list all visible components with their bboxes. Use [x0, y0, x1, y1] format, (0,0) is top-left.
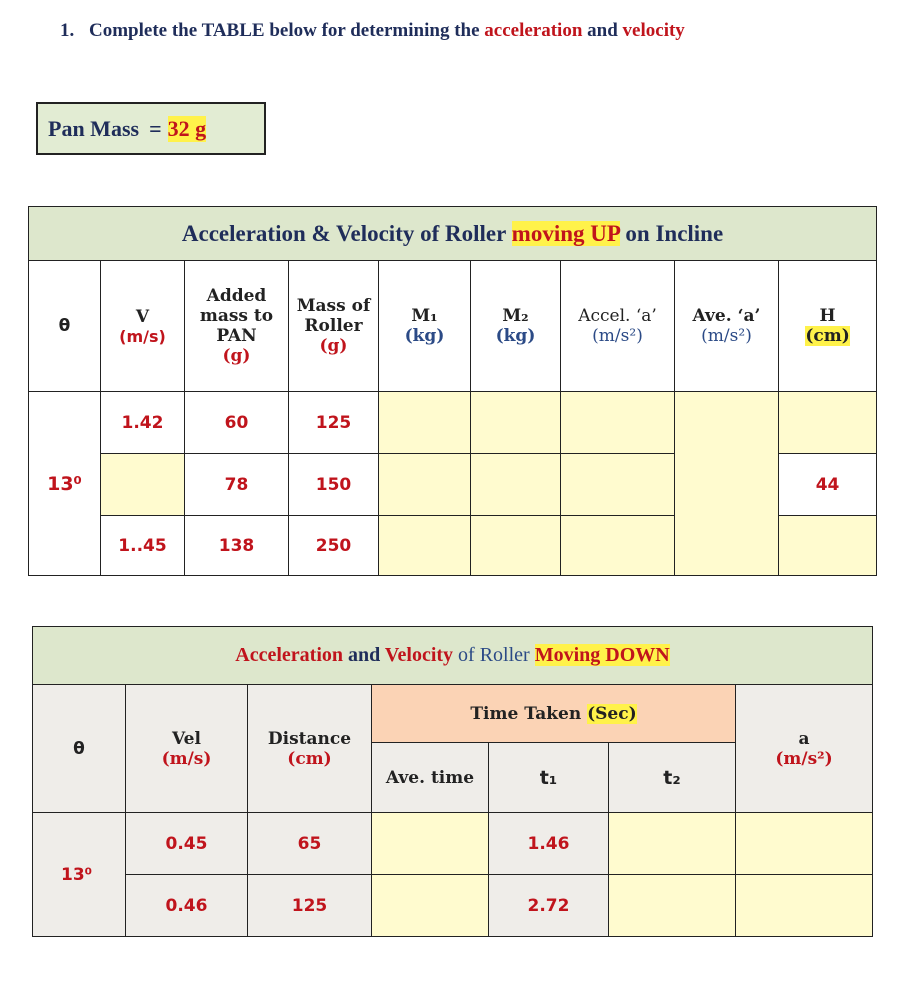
up-m1-cell[interactable]: [379, 516, 471, 576]
t1-header: t₁: [489, 743, 609, 813]
up-table-title: [29, 207, 877, 261]
pan-mass-label: Pan Mass: [48, 115, 140, 141]
down-vel-cell: 0.46: [126, 875, 248, 937]
up-h-cell[interactable]: [779, 516, 877, 576]
vel-header: Vel (m/s): [126, 685, 248, 813]
up-h-cell: 44: [779, 454, 877, 516]
down-title-acceleration: Acceleration: [235, 644, 344, 666]
up-accel-cell[interactable]: [561, 392, 675, 454]
up-title-highlight: moving UP: [511, 220, 620, 246]
up-added-cell: 78: [185, 454, 289, 516]
time-taken-header: Time Taken (Sec): [372, 685, 736, 743]
down-title-of: of Roller: [458, 644, 530, 666]
down-theta-header: θ: [33, 685, 126, 813]
t2-header: t₂: [609, 743, 736, 813]
down-t2-cell[interactable]: [609, 813, 736, 875]
up-added-cell: 138: [185, 516, 289, 576]
a-header: a (m/s²): [736, 685, 873, 813]
down-a-cell[interactable]: [736, 875, 873, 937]
up-accel-cell[interactable]: [561, 454, 675, 516]
accel-header: Accel. ‘a’ (m/s²): [561, 261, 675, 392]
up-v-cell[interactable]: 1..45: [101, 516, 185, 576]
up-added-cell: 60: [185, 392, 289, 454]
up-title-post: on Incline: [625, 220, 724, 246]
m1-header: M₁ (kg): [379, 261, 471, 392]
down-a-cell[interactable]: [736, 813, 873, 875]
up-mass-cell: 125: [289, 392, 379, 454]
up-mass-cell: 250: [289, 516, 379, 576]
up-v-cell[interactable]: 1.42: [101, 392, 185, 454]
down-title-and: and: [348, 644, 381, 666]
pan-mass-box: [36, 102, 266, 155]
down-title-highlight: Moving DOWN: [534, 644, 670, 666]
up-ave-accel-cell[interactable]: [675, 392, 779, 576]
question-text: Complete the TABLE below for determining the: [89, 20, 480, 41]
v-header: V (m/s): [101, 261, 185, 392]
pan-mass-value: 32 g: [167, 115, 207, 141]
up-mass-cell: 150: [289, 454, 379, 516]
up-v-cell[interactable]: [101, 454, 185, 516]
distance-header: Distance (cm): [248, 685, 372, 813]
theta-header: θ: [29, 261, 101, 392]
up-theta-value: 13⁰: [29, 392, 101, 576]
question-heading: [60, 20, 685, 42]
down-t2-cell[interactable]: [609, 875, 736, 937]
up-m1-cell[interactable]: [379, 392, 471, 454]
down-t1-cell: 2.72: [489, 875, 609, 937]
roller-mass-header: Mass of Roller (g): [289, 261, 379, 392]
question-number: 1.: [60, 20, 75, 41]
up-title-text: Acceleration & Velocity of Roller: [181, 220, 506, 246]
down-distance-cell: 65: [248, 813, 372, 875]
question-velocity: velocity: [622, 20, 685, 41]
down-vel-cell: 0.45: [126, 813, 248, 875]
up-accel-cell[interactable]: [561, 516, 675, 576]
down-t1-cell: 1.46: [489, 813, 609, 875]
down-title-velocity: Velocity: [384, 644, 454, 666]
up-table: [28, 206, 877, 576]
question-and: and: [587, 20, 618, 41]
down-table-title: [33, 627, 873, 685]
up-h-cell[interactable]: [779, 392, 877, 454]
question-acceleration: acceleration: [484, 20, 583, 41]
up-m2-cell[interactable]: [471, 392, 561, 454]
m2-header: M₂ (kg): [471, 261, 561, 392]
up-m2-cell[interactable]: [471, 454, 561, 516]
down-ave-time-cell[interactable]: [372, 875, 489, 937]
added-mass-header: Added mass to PAN (g): [185, 261, 289, 392]
up-m2-cell[interactable]: [471, 516, 561, 576]
up-m1-cell[interactable]: [379, 454, 471, 516]
down-ave-time-cell[interactable]: [372, 813, 489, 875]
down-distance-cell: 125: [248, 875, 372, 937]
ave-time-header: Ave. time: [372, 743, 489, 813]
down-theta-value: 13⁰: [33, 813, 126, 937]
ave-accel-header: Ave. ‘a’ (m/s²): [675, 261, 779, 392]
h-header: H (cm): [779, 261, 877, 392]
pan-mass-equals: =: [149, 115, 162, 141]
down-table: [32, 626, 873, 937]
